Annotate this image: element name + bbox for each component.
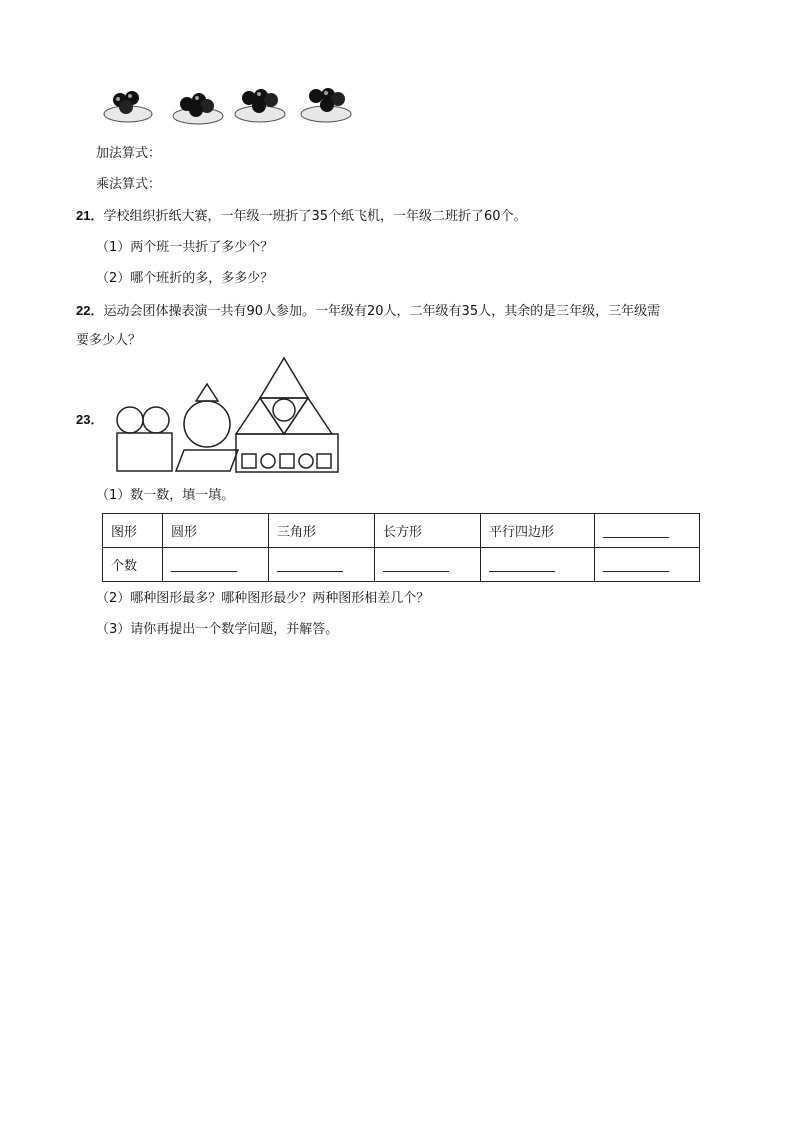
question-number: 21． — [76, 208, 104, 223]
question-21-sub-2: （2）哪个班折的多，多多少？ — [96, 271, 274, 286]
apple-plate-3 — [235, 89, 285, 122]
parallelogram-shape — [176, 450, 238, 471]
triangle-shape — [196, 384, 218, 401]
question-22 — [76, 303, 660, 320]
question-23-sub-2: （2）哪种图形最多？哪种图形最少？两种图形相差几个？ — [96, 591, 430, 606]
circle-shape — [273, 399, 295, 421]
answer-blank[interactable] — [489, 557, 555, 572]
count-cell — [481, 548, 595, 582]
count-cell — [595, 548, 700, 582]
apple-plates-image — [100, 80, 360, 126]
question-text-line-1: 运动会团体操表演一共有90人参加。一年级有20人，二年级有35人，其余的是三年级，三年级需 — [103, 304, 661, 319]
triangle-shape — [260, 358, 308, 398]
triangle-shape — [236, 398, 284, 434]
question-23-sub-1: （1）数一数，填一填。 — [96, 488, 235, 503]
table-row — [103, 514, 700, 548]
rectangle-shape — [117, 433, 172, 471]
table-row — [103, 548, 700, 582]
count-cell — [163, 548, 269, 582]
circle-shape — [261, 454, 275, 468]
circle-shape — [299, 454, 313, 468]
question-text: 学校组织折纸大赛，一年级一班折了35个纸飞机，一年级二班折了60个。 — [103, 209, 527, 224]
circle-shape — [143, 407, 169, 433]
circle-shape — [117, 407, 143, 433]
triangle-shape — [284, 398, 332, 434]
apple-plate-1 — [104, 91, 152, 122]
question-number: 22． — [76, 303, 104, 318]
table-header-rectangle: 长方形 — [375, 514, 481, 548]
rectangle-shape — [236, 434, 338, 472]
apple-plate-4 — [301, 88, 351, 122]
answer-blank[interactable] — [603, 557, 669, 572]
square-shape — [242, 454, 256, 468]
shapes-figure-image — [112, 356, 342, 474]
square-shape — [317, 454, 331, 468]
addition-formula-label: 加法算式： — [96, 146, 162, 161]
answer-blank[interactable] — [171, 557, 237, 572]
table-header-triangle: 三角形 — [269, 514, 375, 548]
table-header-blank-cell — [595, 514, 700, 548]
answer-blank[interactable] — [277, 557, 343, 572]
circle-shape — [184, 401, 230, 447]
count-cell — [269, 548, 375, 582]
question-23-number: 23． — [76, 412, 104, 427]
triangle-shape — [260, 398, 308, 434]
shape-count-table — [102, 513, 700, 582]
table-header-shape: 图形 — [103, 514, 163, 548]
apple-plate-2 — [173, 93, 223, 124]
table-row-label-count: 个数 — [103, 548, 163, 582]
question-21 — [76, 208, 527, 225]
count-cell — [375, 548, 481, 582]
table-header-parallelogram: 平行四边形 — [481, 514, 595, 548]
question-23-sub-3: （3）请你再提出一个数学问题，并解答。 — [96, 622, 339, 637]
square-shape — [280, 454, 294, 468]
table-header-circle: 圆形 — [163, 514, 269, 548]
question-22-line-2: 要多少人？ — [76, 333, 142, 348]
answer-blank[interactable] — [383, 557, 449, 572]
question-21-sub-1: （1）两个班一共折了多少个？ — [96, 240, 274, 255]
multiplication-formula-label: 乘法算式： — [96, 177, 162, 192]
answer-blank[interactable] — [603, 523, 669, 538]
